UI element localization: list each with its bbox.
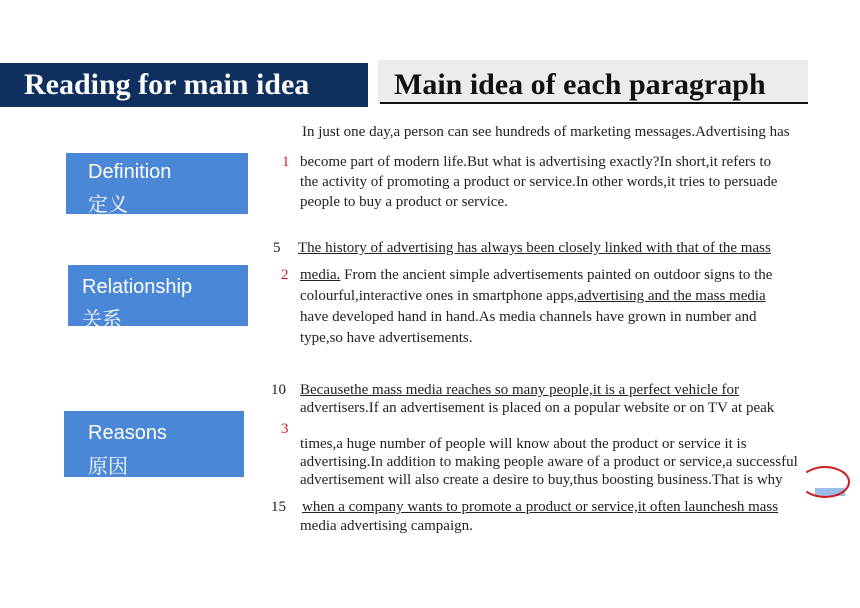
definition-label-zh: 定义: [88, 194, 128, 216]
p3-line-4: advertising.In addition to making people aware of a product or service,a successful: [300, 454, 798, 470]
paragraph-number-3: 3: [281, 421, 289, 437]
p2-line-3-underlined: advertising and the mass media: [577, 288, 766, 304]
p3-line-5: advertisement will also create a desire to buy,thus boosting business.That is why: [300, 472, 783, 488]
p2-line-2-rest: From the ancient simple advertisements painted on outdoor signs to the: [340, 267, 773, 283]
line-number-10: 10: [271, 382, 286, 398]
p3-line-6: when a company wants to promote a product or service,it often launchesh mass: [302, 499, 779, 515]
page-title: Main idea of each paragraph: [394, 68, 766, 101]
p1-line-3: people to buy a product or service.: [300, 194, 508, 210]
title-underline: [380, 102, 808, 104]
reasons-label-en: Reasons: [88, 422, 167, 444]
p2-line-3: [300, 288, 766, 305]
reasons-label-zh: 原因: [88, 456, 128, 478]
definition-label-en: Definition: [88, 161, 172, 183]
p3-line-3: times,a huge number of people will know about the product or service it is: [300, 436, 747, 452]
p1-line-2: the activity of promoting a product or service.In other words,it tries to persuade: [300, 174, 778, 190]
section-banner: Reading for main idea: [0, 63, 368, 107]
p2-line-3-start: colourful,interactive ones in smartphone apps,: [300, 288, 578, 304]
paragraph-number-1: 1: [282, 154, 290, 170]
p3-line-2: advertisers.If an advertisement is placed on a popular website or on TV at peak: [300, 400, 775, 416]
p2-line-2: [300, 267, 772, 284]
p3-line-1: Becausethe mass media reaches so many people,it is a perfect vehicle for: [300, 382, 739, 398]
p2-line-1: The history of advertising has always been closely linked with that of the mass: [298, 240, 771, 256]
red-circle-annotation: [800, 466, 850, 498]
line-number-5: 5: [273, 240, 281, 256]
p3-line-7: media advertising campaign.: [300, 518, 473, 534]
p2-line-4: have developed hand in hand.As media channels have grown in number and: [300, 309, 757, 325]
p2-line-2-underlined: media.: [300, 267, 341, 283]
relationship-label-zh: 关系: [82, 309, 122, 331]
p1-line-0: In just one day,a person can see hundreds of marketing messages.Advertising has: [302, 124, 790, 140]
line-number-15: 15: [271, 499, 286, 515]
relationship-label-en: Relationship: [82, 276, 193, 298]
p1-line-1: become part of modern life.But what is advertising exactly?In short,it refers to: [300, 154, 772, 170]
p2-line-5: type,so have advertisements.: [300, 330, 473, 346]
paragraph-number-2: 2: [281, 267, 289, 283]
